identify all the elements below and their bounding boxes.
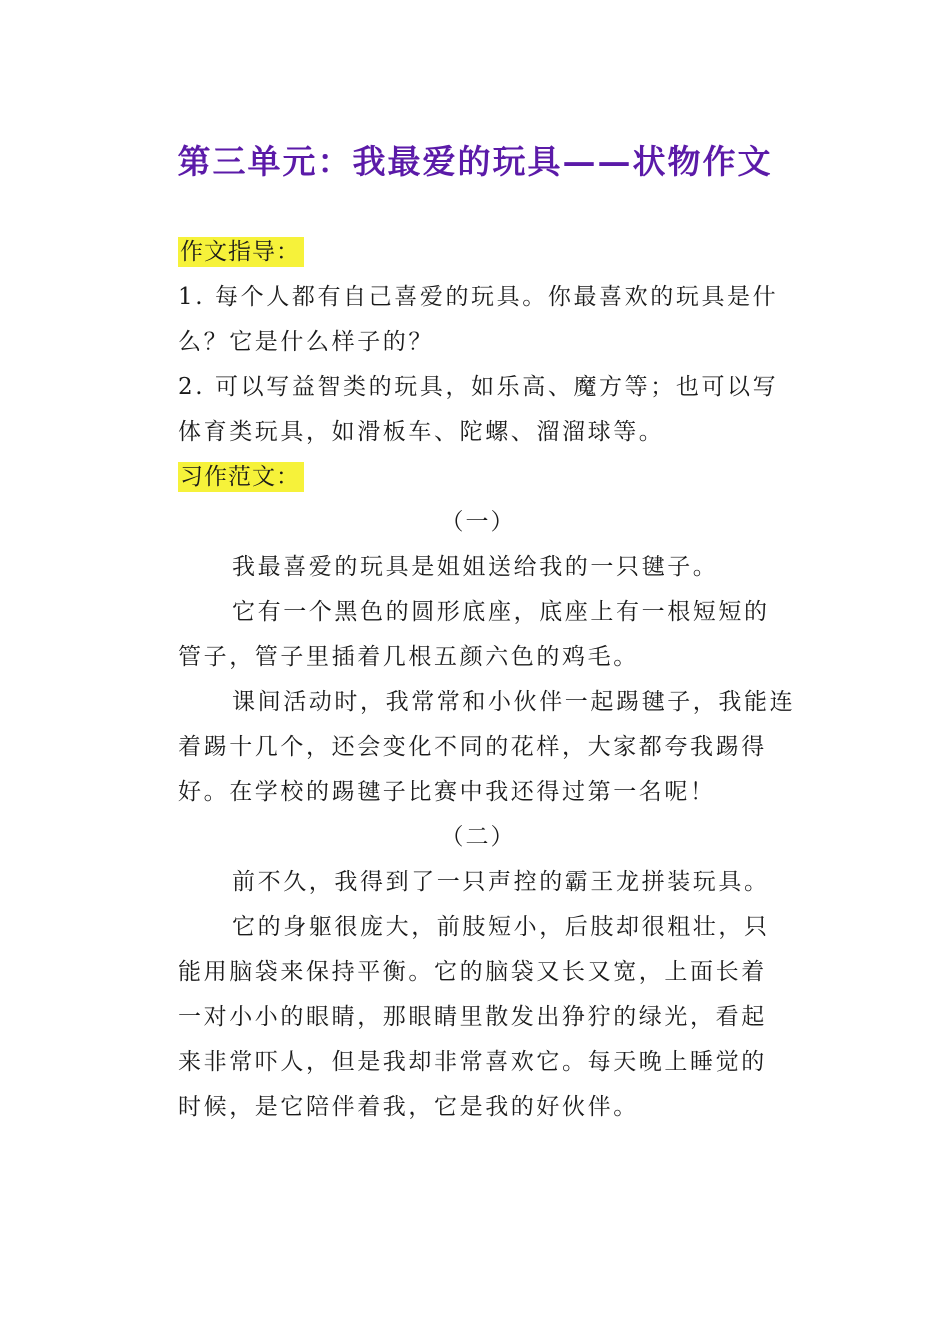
sample-2-line: 时候，是它陪伴着我，它是我的好伙伴。: [178, 1094, 639, 1120]
sample-2-line: 它的身躯很庞大，前肢短小，后肢却很粗壮，只: [232, 914, 770, 940]
sample-1-line: 管子，管子里插着几根五颜六色的鸡毛。: [178, 644, 639, 670]
samples-heading: 习作范文：: [178, 462, 304, 492]
guide-line: 体育类玩具，如滑板车、陀螺、溜溜球等。: [178, 419, 665, 445]
sample-2-line: 来非常吓人，但是我却非常喜欢它。每天晚上睡觉的: [178, 1049, 767, 1075]
sample-1-line: 好。在学校的踢毽子比赛中我还得过第一名呢！: [178, 779, 716, 805]
sample-1-line: 我最喜爱的玩具是姐姐送给我的一只毽子。: [232, 554, 719, 580]
guide-line: 2. 可以写益智类的玩具，如乐高、魔方等；也可以写: [178, 374, 779, 400]
sample-2-line: 前不久，我得到了一只声控的霸王龙拼装玩具。: [232, 869, 770, 895]
samples-heading-line: [178, 455, 778, 500]
sample-2-label: （二）: [440, 824, 516, 850]
guide-heading: 作文指导：: [178, 237, 304, 267]
page-title: 第三单元：我最爱的玩具——状物作文: [177, 142, 773, 181]
sample-2-line: 能用脑袋来保持平衡。它的脑袋又长又宽，上面长着: [178, 959, 767, 985]
guide-heading-line: [178, 230, 778, 275]
sample-2-line: 一对小小的眼睛，那眼睛里散发出狰狞的绿光，看起: [178, 1004, 767, 1030]
sample-1-line: 它有一个黑色的圆形底座，底座上有一根短短的: [232, 599, 770, 625]
document-body: [178, 230, 796, 1130]
guide-line: 1. 每个人都有自己喜爱的玩具。你最喜欢的玩具是什: [178, 284, 779, 310]
guide-line: 么？它是什么样子的？: [178, 329, 434, 355]
sample-1-label: （一）: [440, 509, 516, 535]
sample-1-line: 着踢十几个，还会变化不同的花样，大家都夸我踢得: [178, 734, 767, 760]
sample-1-line: 课间活动时，我常常和小伙伴一起踢毽子，我能连: [232, 689, 796, 715]
